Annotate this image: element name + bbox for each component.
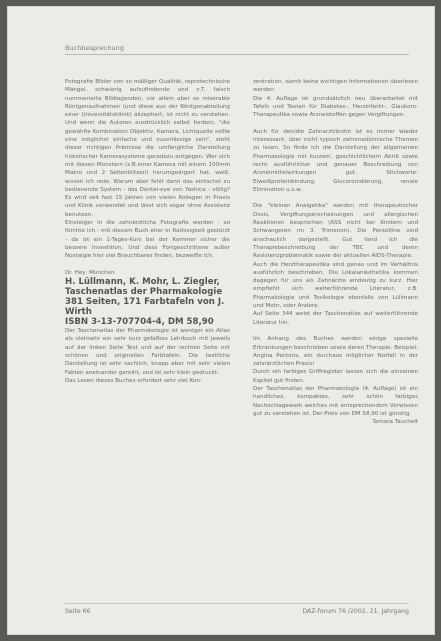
section-header: Buchbesprechung <box>65 44 125 52</box>
paragraph: Im Anhang des Buches werden einige spezielle Erkrankungen beschrieben sowie deren Therapie. Beispiel: Angina Pectoris, ein durchaus möglicher Notfall in der zahnärztlichen Praxis! <box>253 336 418 368</box>
paragraph: Auch für den/die Zahnarzt/ärztin ist es immer wieder interessant, über nicht typisch zahnmedizinische Themen zu lesen. So finde ich die Darstellung der allgemeinen Pharmakologie mit kurzem, geschichtlichem Abriß sowie recht ausführlicher und genauer Beschreibung von Arzneimittelwirkungen gut. Stichworte: Eiweißproteinbindung, Glucoronidierung, renale Elimination u.s.w. <box>253 128 418 193</box>
page-number: Seite 66 <box>65 608 91 615</box>
paragraph: Auch die Herztherapeutika sind genau und im Verhältnis ausführlich beschrieben. Die Lokalanästhetika kommen dagegen für uns als Zahnärzte eindeutig zu kurz. Hier empfiehlt sich weiterführende Literatur, z.B. Pharmakologie und Toxikologie ebenfalls von Lüllmann und Mohr, oder Andere. <box>253 261 418 310</box>
book-title: H. Lüllmann, K. Mohr, L. Ziegler, Taschenatlas der Pharmakologie 381 Seiten, 171 Farbtafeln von J. Wirth <box>65 277 225 318</box>
paragraph: Das Lesen dieses Buches erfordert sehr viel Kon- <box>65 377 202 384</box>
book-isbn-price: ISBN 3-13-707704-4, DM 58,90 <box>65 317 214 328</box>
paragraph: Die "kleinen Analgetika" werden mit therapeutischer Dosis, Vergiftungserscheinungen und allergischen Reaktionen besprochen (ASS nicht bei Kindern und Schwangeren im 3. Trimenon). Die Penizilline sind anschaulich dargestellt. Gut fand ich die Therapiebeschreibung der TBC und deren Resistenzproblematik sowie der aktuellen AIDS-Therapie. <box>253 203 418 260</box>
paragraph: Durch ein farbiges Griffregister lassen sich die einzelnen Kapitel gut finden. <box>253 369 418 384</box>
paragraph: Der Taschenatlas der Pharmakologie (4. Auflage) ist ein handliches, kompaktes, sehr schön farbiges Nachschlagewerk welches mit entsprechendem Vorwissen gut zu verstehen ist. Der Preis von DM 58,90 ist günstig. <box>253 385 418 417</box>
reviewer-name: Tamara Tauchelt <box>372 419 418 426</box>
left-column <box>65 78 230 385</box>
paragraph: Einsteiger in die zahnärztliche Fotografie werden - so fürchte ich - mit diesem Buch eher in Ratlosigkeit gestürzt - da ist ein 1-Tages-Kurs bei der Kammer sicher die bessere Investition. Und dass Fortgeschrittene außer Nostalgie hier viel Brauchbares finden, bezweifle ich. <box>65 220 230 260</box>
journal-issue: DAZ-forum 76 /2002, 21. Jahrgang <box>302 608 409 615</box>
paragraph: zentration, damit keine wichtigen Informationen überlesen werden. <box>253 79 418 94</box>
footer-rule <box>65 603 409 604</box>
paragraph: Die 4. Auflage ist grundsätzlich neu überarbeitet mit Tafeln und Texten für Diabetes-, Herzinfarkt-, Glaukom-Therapeutika sowie Arzneistoffen gegen Vergiftungen. <box>253 95 418 119</box>
header-rule <box>65 54 409 55</box>
review-signature: Dr. Hey, München <box>65 269 115 276</box>
paragraph: Auf Seite 344 weist der Taschenatlas auf weiterführende Literatur hin. <box>253 311 418 326</box>
right-column <box>253 78 418 426</box>
page <box>7 6 435 635</box>
paragraph: Fotografie Bilder von so mäßiger Qualität, reprotechnische Mängel, schwierig aufzufindende und z.T. falsch nummerierte Bildlegenden, vor allem aber so miserable Röntgenaufnahmen (und diese aus der Röntgenabteilung einer Universitätsklinik) akzeptiert, ist nicht zu verstehen. Und wenn die Autoren ausdrücklich selbst fordern, "die gewählte Kombination Objektiv, Kamera, Lichtquelle sollte eine möglichst einfache und zuverlässige sein", steht dieser richtigen Prämisse die umfängliche Darstellung historischer Kamerasysteme geradezu entgegen: Wer sich mit diesen Monstern (z.B.einer Kamera mit einem 100mm Makro und 2 Seitenblitzen) herumgeärgert hat, weiß, wovon ich rede. Warum aber fehlt dann das einfachst zu bedienende System - das Dental-eye von Yashica - völlig? Es wird seit fast 15 Jahren von vielen Kollegen in Praxis und Klinik verwendet und lässt sich sogar ohne Assistenz benutzen. <box>65 79 230 218</box>
paragraph: Der Taschenatlas der Pharmakologie ist weniger ein Atlas als vielmehr ein sehr kurz gefaßtes Lehrbuch mit jeweils auf der linken Seite Text und auf der rechten Seite mit schönen und originellen Farbtafeln. Die textliche Darstellung ist sehr sachlich, knapp aber mit sehr vielen Fakten aneinander gereiht, und ist sehr klein gedruckt. <box>65 328 230 376</box>
